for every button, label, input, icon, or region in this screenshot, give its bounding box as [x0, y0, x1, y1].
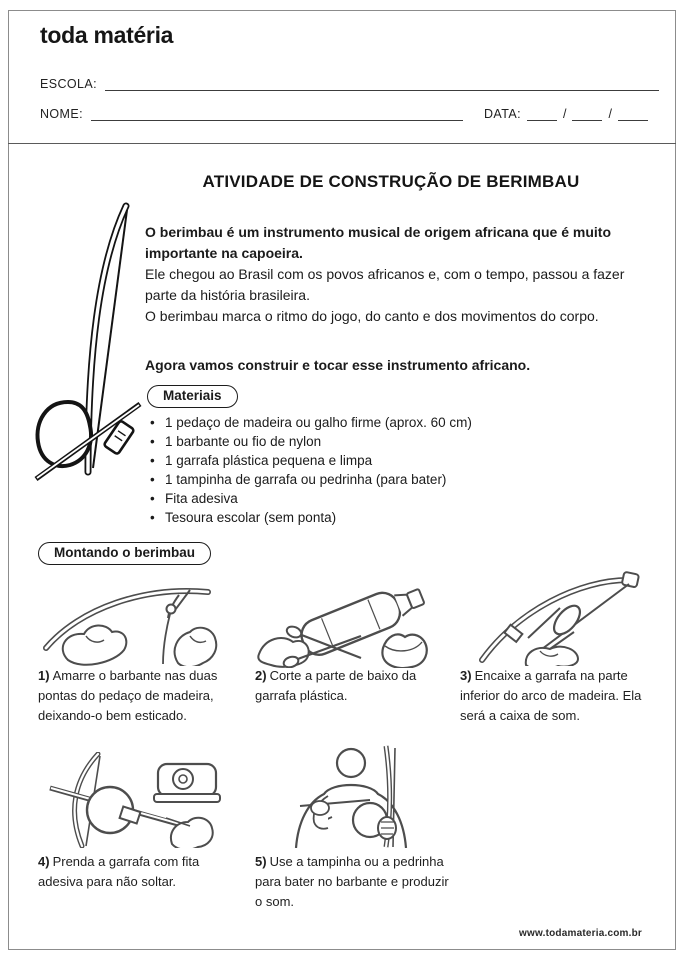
step-description: Corte a parte de baixo da garrafa plástica.	[255, 668, 417, 703]
material-item-text: Tesoura escolar (sem ponta)	[165, 510, 337, 525]
bullet-icon: •	[150, 415, 155, 430]
list-item	[150, 451, 628, 470]
bullet-icon: •	[150, 434, 155, 449]
step-number: 4)	[38, 854, 50, 869]
date-year-blank	[618, 106, 648, 121]
list-item	[150, 508, 628, 527]
name-blank-line	[91, 106, 463, 121]
brand-logo: toda matéria	[40, 22, 174, 48]
school-blank-line	[105, 76, 659, 91]
website-url: www.todamateria.com.br	[519, 928, 642, 939]
name-row	[40, 106, 463, 121]
material-item-text: 1 garrafa plástica pequena e limpa	[165, 453, 373, 468]
bullet-icon: •	[150, 472, 155, 487]
tying-string-icon	[40, 568, 230, 666]
school-row	[40, 76, 659, 91]
material-item-text: Fita adesiva	[165, 491, 238, 506]
step-5-text	[255, 852, 451, 912]
intro-bold-paragraph: O berimbau é um instrumento musical de origem africana que é muito importante na capoeira.	[145, 224, 611, 261]
page-title: ATIVIDADE DE CONSTRUÇÃO DE BERIMBAU	[202, 172, 580, 191]
step-description: Encaixe a garrafa na parte inferior do arco de madeira. Ela será a caixa de som.	[460, 668, 642, 723]
step-4-illustration	[40, 752, 230, 848]
step-2-illustration	[255, 566, 445, 668]
step-3-illustration	[468, 566, 658, 666]
step-number: 1)	[38, 668, 50, 683]
taping-icon	[40, 752, 230, 848]
date-slash: /	[608, 107, 612, 121]
date-slash: /	[562, 107, 567, 121]
intro-paragraph-1: Ele chegou ao Brasil com os povos africanos e, com o tempo, passou a fazer parte da história brasileira.	[145, 266, 625, 303]
step-number: 2)	[255, 668, 267, 683]
bullet-icon: •	[150, 491, 155, 506]
step-description: Prenda a garrafa com fita adesiva para não soltar.	[38, 854, 200, 889]
step-4-text	[38, 852, 234, 892]
bullet-icon: •	[150, 453, 155, 468]
intro-paragraph-2: O berimbau marca o ritmo do jogo, do canto e dos movimentos do corpo.	[145, 308, 599, 324]
date-month-blank	[572, 106, 602, 121]
bullet-icon: •	[150, 510, 155, 525]
materials-list	[150, 413, 628, 527]
bottle-on-bow-icon	[468, 566, 658, 666]
material-item-text: 1 pedaço de madeira ou galho firme (aprox. 60 cm)	[165, 415, 472, 430]
date-label: DATA:	[484, 107, 521, 121]
name-label: NOME:	[40, 107, 83, 121]
assembly-heading: Montando o berimbau	[38, 542, 211, 565]
header-divider	[8, 143, 676, 144]
step-number: 3)	[460, 668, 472, 683]
step-number: 5)	[255, 854, 267, 869]
intro-paragraphs	[145, 222, 629, 327]
date-row	[484, 106, 648, 121]
step-description: Use a tampinha ou a pedrinha para bater no barbante e produzir o som.	[255, 854, 449, 909]
school-label: ESCOLA:	[40, 77, 97, 91]
list-item	[150, 489, 628, 508]
step-5-illustration	[258, 744, 443, 848]
list-item	[150, 413, 628, 432]
tape-dispenser-icon	[154, 764, 220, 802]
material-item-text: 1 tampinha de garrafa ou pedrinha (para bater)	[165, 472, 447, 487]
cutting-bottle-icon	[255, 566, 445, 668]
step-1-illustration	[40, 568, 230, 666]
list-item	[150, 470, 628, 489]
list-item	[150, 432, 628, 451]
call-to-action: Agora vamos construir e tocar esse instrumento africano.	[145, 357, 531, 373]
step-2-text	[255, 666, 447, 706]
step-3-text	[460, 666, 646, 726]
date-day-blank	[527, 106, 557, 121]
material-item-text: 1 barbante ou fio de nylon	[165, 434, 322, 449]
step-description: Amarre o barbante nas duas pontas do pedaço de madeira, deixando-o bem esticado.	[38, 668, 218, 723]
playing-berimbau-icon	[258, 744, 443, 848]
step-1-text	[38, 666, 226, 726]
materials-heading: Materiais	[147, 385, 238, 408]
